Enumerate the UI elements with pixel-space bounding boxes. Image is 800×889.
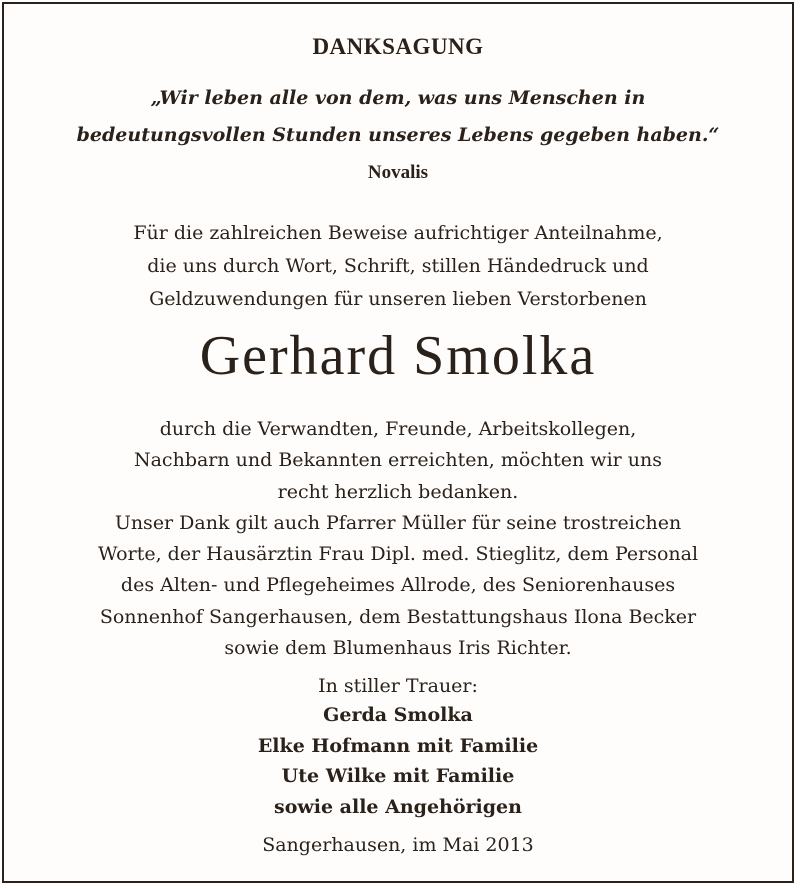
signer: Gerda Smolka: [323, 704, 473, 726]
signer: Ute Wilke mit Familie: [281, 765, 515, 788]
quote-line: bedeutungsvollen Stunden unseres Lebens gegeben haben.“: [76, 124, 720, 146]
signer: sowie alle Angehörigen: [274, 795, 522, 818]
thanks-line: Sonnenhof Sangerhausen, dem Bestattungshaus Ilona Becker: [99, 605, 697, 628]
deceased-name: Gerhard Smolka: [199, 325, 597, 387]
intro-paragraph: [24, 217, 772, 316]
notice-title: DANKSAGUNG: [312, 34, 484, 59]
thanks-line: Worte, der Hausärztin Frau Dipl. med. Stieglitz, dem Personal: [97, 543, 699, 566]
thanks-line: des Alten- und Pflegeheimes Allrode, des Seniorenhauses: [120, 574, 676, 597]
obituary-card: [2, 2, 794, 883]
mourning-label: In stiller Trauer:: [318, 675, 478, 697]
thanks-line: durch die Verwandten, Freunde, Arbeitskollegen,: [159, 418, 637, 440]
thanks-line: sowie dem Blumenhaus Iris Richter.: [224, 637, 572, 660]
thanks-line: Nachbarn und Bekannten erreichten, möchten wir uns: [133, 449, 662, 472]
thanks-line: recht herzlich bedanken.: [277, 480, 519, 503]
intro-line: Geldzuwendungen für unseren lieben Verstorbenen: [149, 288, 647, 310]
quote-block: [24, 80, 772, 154]
signer: Elke Hofmann mit Familie: [257, 734, 539, 757]
place-date: Sangerhausen, im Mai 2013: [262, 834, 534, 856]
quote-line: „Wir leben alle von dem, was uns Menschen in: [150, 87, 646, 109]
signers-list: [4, 700, 792, 822]
thanks-paragraph: [14, 414, 782, 664]
intro-line: die uns durch Wort, Schrift, stillen Händedruck und: [147, 255, 649, 277]
thanks-line: Unser Dank gilt auch Pfarrer Müller für seine trostreichen: [114, 511, 682, 534]
intro-line: Für die zahlreichen Beweise aufrichtiger Anteilnahme,: [133, 222, 663, 244]
quote-author: Novalis: [367, 162, 429, 183]
